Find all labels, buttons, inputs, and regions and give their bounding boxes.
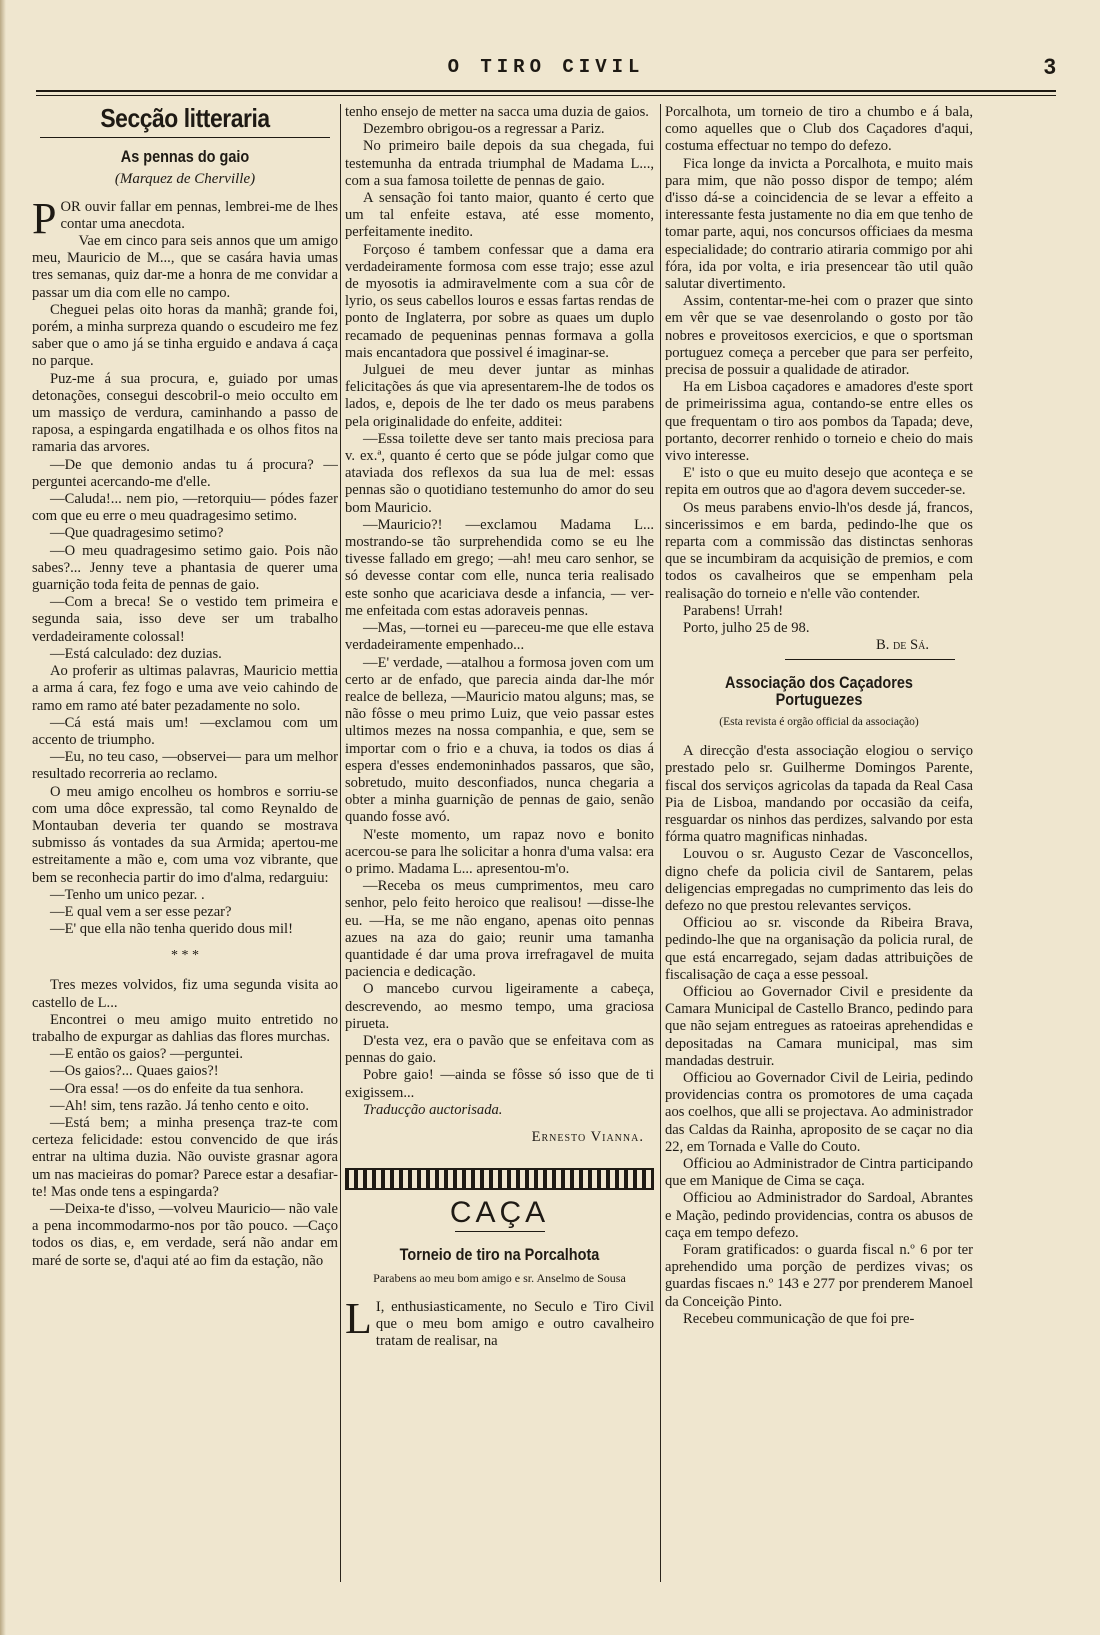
paragraph: Parabens! Urrah! <box>683 602 784 619</box>
header-double-rule <box>36 90 1056 96</box>
caca-subhead: Parabens ao meu bom amigo e sr. Anselmo de Sousa <box>373 1270 626 1285</box>
section-break-stars: * * * <box>171 948 199 964</box>
ornamental-border <box>345 1168 654 1190</box>
paragraph: No primeiro baile depois da sua chegada, fui testemunha da entrada triumphal de Madama L..., com a sua famosa toilette de pennas de gaio. <box>345 138 654 189</box>
caca-rule <box>455 1231 545 1232</box>
dropcap-letter: L <box>345 1293 372 1343</box>
column-divider-2 <box>660 104 661 1582</box>
article-author: (Marquez de Cherville) <box>114 171 256 188</box>
paragraph: Ao proferir as ultimas palavras, Mauricio mettia a arma á cara, fez fogo e uma ave veio cahindo de ramo em ramo até bater pezadamente no solo. <box>32 663 338 714</box>
article-body-continued <box>32 977 338 1269</box>
column-2 <box>345 104 654 1624</box>
caca-section-title: CAÇA <box>449 1196 550 1230</box>
paragraph: —E' verdade, —atalhou a formosa joven com um certo ar de enfado, que parecia ainda dar-lhe mór realce de belleza, —Mauricio matou alguns; mas, se não fôsse o meu primo Luiz, que veio passar estes ultimos mezes na nossa companhia, e que, sem se importar com o frio e a chuva, ia todos os dias á espera d'esses endemoninhados passaros, que são, sobretudo, muito desconfiados, nunca chegaria a obter a minha guarnição de pennas de gaio, senão quando fosse avó. <box>345 654 654 826</box>
paragraph: Forçoso é tambem confessar que a dama era verdadeiramente formosa com esse trajo; esse azul de myosotis ia admiravelmente com a sua côr de lyrio, os seus cabellos louros e essas fartas rendas de ponto de Inglaterra, por sobre as quaes um duplo recamado de pequeninas pennas formava a golla mais encantadora que possivel é imaginar-se. <box>345 241 654 361</box>
paragraph: Officiou ao Governador Civil e presidente da Camara Municipal de Castello Branco, pedindo para que não sejam entregues as ratoeiras aprehendidas e depositadas na Camara municipal, mas sim mandadas destruir. <box>665 983 973 1069</box>
paragraph: Officiou ao Governador Civil de Leiria, pedindo providencias contra os promotores de uma caçada aos coelhos, que alli se projectava. Ao administrador das Caldas da Rainha, aproposito de se caçar no dia 22, em Tornada e Valle do Couto. <box>665 1069 973 1155</box>
paragraph: N'este momento, um rapaz novo e bonito acercou-se para lhe solicitar a honra d'uma valsa: era o primo. Madama L... apresentou-m'o. <box>345 826 654 877</box>
assoc-title: Associação dos Caçadores Portuguezes <box>725 672 913 709</box>
dateline: Porto, julho 25 de 98. <box>683 620 810 637</box>
running-head <box>36 52 1056 82</box>
paragraph: —Está bem; a minha presença traz-te com certeza felicidade: estou convencido de que irás entrar na ultima duzia. Não ouviste grasnar agora um nas macieiras do pomar? Parece estar a desafiar-te! Mas onde tens a espingarda? <box>32 1114 338 1200</box>
paragraph: Ha em Lisboa caçadores e amadores d'este sport de primeirissima agua, contando-se entre elles os que frequentam o tiro aos pombos da Tapada; deve, portanto, decorrer renhido o torneio e cheio do mais vivo interesse. <box>665 379 973 465</box>
paragraph: —Receba os meus cumprimentos, meu caro senhor, pelo feito heroico que realisou! —disse-lhe eu. —Ha, se me não engano, apenas oito pennas azues na aza do gaio; reunir uma tamanha quantidade é dar uma prova irrefragavel de muita paciencia e dedicação. <box>345 878 654 981</box>
article-body <box>32 193 338 939</box>
paragraph: A sensação foi tanto maior, quanto é certo que um tal enfeite estava, até esse momento, perfeitamente inedito. <box>345 190 654 241</box>
paragraph: —E' que ella não tenha querido dous mil! <box>50 921 293 938</box>
article-title: As pennas do gaio <box>120 147 250 167</box>
paragraph: —Que quadragesimo setimo? <box>50 525 224 542</box>
paragraph: Os meus parabens envio-lh'os desde já, francos, sincerissimos e em barda, pedindo-lhe que os reparta com a commissão das distinctas senhoras que se incumbiram da acquisição de premios, e com todos os cavalheiros que se empenham pela realisação do torneio e n'elle vão contender. <box>665 499 973 602</box>
paragraph-text: OR ouvir fallar em pennas, lembrei-me de lhes contar uma anecdota. <box>60 198 338 232</box>
paragraph-text: I, enthusiasticamente, no Seculo e Tiro Civil que o meu bom amigo e outro cavalheiro tratam de realisar, na <box>375 1298 654 1350</box>
column-1 <box>32 104 338 1624</box>
paragraph: Pobre gaio! —ainda se fôsse só isso que de ti exigissem... <box>345 1067 654 1101</box>
paragraph: Recebeu communicação de que foi pre- <box>683 1310 915 1327</box>
paragraph: Cheguei pelas oito horas da manhã; grande foi, porém, a minha surpreza quando o escudeiro me fez saber que o amo já se tinha erguido e andava á caça no parque. <box>32 301 338 370</box>
first-paragraph <box>32 193 338 243</box>
paragraph: —O meu quadragesimo setimo gaio. Pois não sabes?... Jenny teve a phantasia de querer uma guarnição toda feita de pennas de gaio. <box>32 542 338 594</box>
caca-first-paragraph <box>345 1293 654 1351</box>
paragraph: O meu amigo encolheu os hombros e sorriu-se com uma dôce expressão, tal como Reynaldo de Montauban deveria ter quando se mostrava submisso ás vontades da sua Armida; apertou-me estreitamente a mão e, com uma voz vibrante, que bem se reconhecia partir do imo d'alma, redarguiu: <box>32 783 338 886</box>
paragraph: —Cá está mais um! —exclamou com um accento de triumpho. <box>32 714 338 748</box>
paragraph: Fica longe da invicta a Porcalhota, e muito mais para mim, que não posso dispor de tempo; além d'isso dá-se a coincidencia de se levar a effeito a interessante festa justamente no dia em que tenho de tomar parte, aqui, nos concursos officiaes da mesma especialidade; do contrario atiraria commigo por ahi fóra, ida por volta, e iria presencear tão util quão salutar divertimento. <box>665 155 973 293</box>
paragraph: tenho ensejo de metter na sacca uma duzia de gaios. <box>345 104 649 120</box>
paragraph: D'esta vez, era o pavão que se enfeitava com as pennas do gaio. <box>345 1032 654 1067</box>
paragraph: —Tenho um unico pezar. . <box>50 886 205 903</box>
paragraph: E' isto o que eu muito desejo que aconteça e se repita em outros que ao d'agora devem succeder-se. <box>665 465 973 499</box>
dateline-signature: B. de Sá. <box>876 637 929 654</box>
paragraph: —Mas, —tornei eu —pareceu-me que elle estava verdadeiramente empenhado... <box>345 620 654 654</box>
paragraph: —Os gaios?... Quaes gaios?! <box>50 1063 219 1080</box>
translation-note: Traducção auctorisada. <box>363 1101 503 1118</box>
paragraph: —Deixa-te d'isso, —volveu Mauricio— não vale a pena incommodarmo-nos por tão pouco. —Caço todos os dias, e, em verdade, será não andar em maré de sorte se, d'aqui até ao fim da estação, não <box>32 1200 338 1269</box>
paragraph: Puz-me á sua procura, e, guiado por umas detonações, consegui descobril-o meio occulto em um massiço de verdura, caminhando a passo de raposa, a espingarda engatilhada e os olhos fitos na ramaria das arvores. <box>32 370 338 456</box>
paragraph: Officiou ao Administrador do Sardoal, Abrantes e Mação, pedindo providencias, contra os abusos de caça em tempo defezo. <box>665 1190 973 1241</box>
column-divider-1 <box>340 104 341 1582</box>
paragraph: —Essa toilette deve ser tanto mais preciosa para v. ex.ª, quanto é certo que se póde julgar como que ataviada dos reflexos da sua lua de mel: essas pennas são o quotidiano testemunho do amor do seu bom Mauricio. <box>345 430 654 516</box>
paragraph: —E então os gaios? —perguntei. <box>50 1046 244 1063</box>
paragraph: —Eu, no teu caso, —observei— para um melhor resultado recorreria ao reclamo. <box>32 749 338 783</box>
paragraph: —Ora essa! —os do enfeite da tua senhora. <box>50 1080 304 1097</box>
paragraph: Officiou ao sr. visconde da Ribeira Brava, pedindo-lhe que na organisação da policia rural, de que está encarregado, sejam dadas attribuições de fiscalisação de caça a esse pessoal. <box>665 915 973 983</box>
assoc-subtitle: (Esta revista é orgão official da associação) <box>719 715 919 728</box>
paragraph: Louvou o sr. Augusto Cezar de Vasconcellos, digno chefe da policia civil de Santarem, pelas deligencias empregadas no cumprimento das leis do defezo no que prestou relevantes serviços. <box>665 846 973 914</box>
dropcap-letter: P <box>32 193 57 243</box>
paragraph: Encontrei o meu amigo muito entretido no trabalho de expurgar as dahlias das flores murchas. <box>32 1011 338 1045</box>
paragraph: —Caluda!... nem pio, —retorquiu— pódes fazer com que eu erre o meu quadragesimo setimo. <box>32 491 338 525</box>
paragraph: Dezembro obrigou-os a regressar a Pariz. <box>363 121 605 138</box>
caca-article-title: Torneio de tiro na Porcalhota <box>399 1245 600 1265</box>
paragraph: Vae em cinco para seis annos que um amigo meu, Mauricio de M..., que se casára havia umas tres semanas, quiz dar-me a honra de me convidar a passar um dia com elle no campo. <box>32 233 338 301</box>
paragraph: —Com a breca! Se o vestido tem primeira e segunda saia, isso deve ser um trabalho verdadeiramente colossal! <box>32 594 338 645</box>
paragraph: Tres mezes volvidos, fiz uma segunda visita ao castello de L... <box>32 977 338 1011</box>
paragraph: Assim, contentar-me-hei com o prazer que sinto em vêr que se vae desenrolando o gosto por tão nobres e proveitosos exercicios, e que o sportsman portuguez começa a perceber que para ser perfeito, precisa de possuir a qualidade de atirador. <box>665 293 973 379</box>
paragraph: —Mauricio?! —exclamou Madama L... mostrando-se tão surprehendida como se eu lhe tivesse fallado em grego; —ah! meu caro senhor, se só devesse contar com elle, nunca teria realisado este sonho que acariciava desde a infancia, — ver-me enfeitada com estas adoraveis pennas. <box>345 516 654 619</box>
separator-rule <box>785 659 955 660</box>
paper-name: O TIRO CIVIL <box>447 56 645 78</box>
column-3 <box>665 104 973 1624</box>
section-title: Secção litteraria <box>100 104 270 133</box>
paragraph: A direcção d'esta associação elogiou o serviço prestado pelo sr. Guilherme Domingos Parente, fiscal dos serviços agricolas da tapada da Real Casa Pia de Lisboa, mandando por occasião da ceifa, resguardar os ninhos das perdizes, salvando por esta fórma quatro magnificas ninhadas. <box>665 743 973 846</box>
section-rule <box>40 137 330 138</box>
paragraph: —Está calculado: dez duzias. <box>50 645 222 662</box>
paragraph: Porcalhota, um torneio de tiro a chumbo e á bala, como aquelles que o Club dos Caçadores d'aqui, costuma effectuar no tempo do defezo. <box>665 104 973 155</box>
page-number: 3 <box>1043 54 1056 79</box>
paragraph: —Ah! sim, tens razão. Já tenho cento e oito. <box>50 1097 309 1114</box>
paragraph: Julguei de meu dever juntar as minhas felicitações ás que via apresentarem-lhe de todos os lados, e, depois de lhe ter dado os meus parabens pela originalidade do enfeite, additei: <box>345 362 654 430</box>
paragraph: —De que demonio andas tu á procura? —perguntei acercando-me d'elle. <box>32 456 338 490</box>
paragraph: Foram gratificados: o guarda fiscal n.º 6 por ter aprehendido uma porção de perdizes vivas; os guardas fiscaes n.º 143 e 277 por prenderem Manoel da Conceição Pinto. <box>665 1242 973 1310</box>
article-signature: Ernesto Vianna. <box>531 1128 644 1145</box>
page-edge-shadow <box>0 0 6 1635</box>
paragraph: O mancebo curvou ligeiramente a cabeça, descrevendo, ao mesmo tempo, uma graciosa pirueta. <box>345 981 654 1032</box>
paragraph: —E qual vem a ser esse pezar? <box>50 903 232 920</box>
paragraph: Officiou ao Administrador de Cintra participando que em Manique de Cima se caça. <box>665 1155 973 1190</box>
